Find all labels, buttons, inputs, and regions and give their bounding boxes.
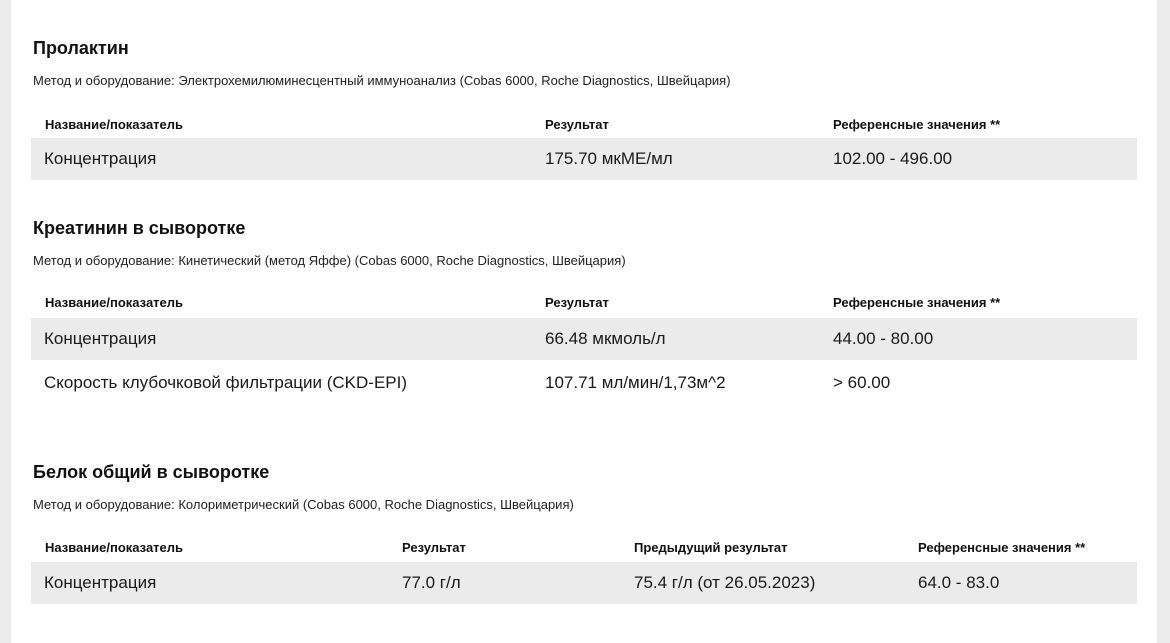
cell-reference: 64.0 - 83.0 [918,573,1000,592]
section-method: Метод и оборудование: Колориметрический (Cobas 6000, Roche Diagnostics, Швейцария) [33,497,574,512]
cell-name: Концентрация [44,149,157,168]
header-result: Результат [545,117,609,132]
cell-reference: > 60.00 [833,373,891,392]
table-row [31,362,1137,404]
table-row [31,562,1137,604]
cell-reference: 102.00 - 496.00 [833,149,953,168]
header-reference: Референсные значения ** [833,117,1001,132]
header-result: Результат [402,540,466,555]
section-title: Пролактин [33,38,129,58]
cell-name: Скорость клубочковой фильтрации (CKD-EPI) [44,373,408,392]
cell-name: Концентрация [44,573,157,592]
header-result: Результат [545,295,609,310]
section-method: Метод и оборудование: Кинетический (метод Яффе) (Cobas 6000, Roche Diagnostics, Швейцария) [33,253,626,268]
header-reference: Референсные значения ** [918,540,1086,555]
report-page [11,0,1157,643]
header-name: Название/показатель [45,295,184,310]
header-name: Название/показатель [45,540,184,555]
section-method: Метод и оборудование: Электрохемилюминесцентный иммуноанализ (Cobas 6000, Roche Diagnostics, Швейцария) [33,73,731,88]
header-reference: Референсные значения ** [833,295,1001,310]
cell-result: 66.48 мкмоль/л [545,329,666,348]
table-row [31,138,1137,180]
section-title: Белок общий в сыворотке [33,462,270,482]
cell-name: Концентрация [44,329,157,348]
cell-result: 107.71 мл/мин/1,73м^2 [545,373,726,392]
section-title: Креатинин в сыворотке [33,218,246,238]
table-row [31,318,1137,360]
cell-result: 77.0 г/л [402,573,461,592]
cell-previous-result: 75.4 г/л (от 26.05.2023) [634,573,816,592]
header-previous-result: Предыдущий результат [634,540,788,555]
cell-reference: 44.00 - 80.00 [833,329,934,348]
cell-result: 175.70 мкМЕ/мл [545,149,673,168]
header-name: Название/показатель [45,117,184,132]
